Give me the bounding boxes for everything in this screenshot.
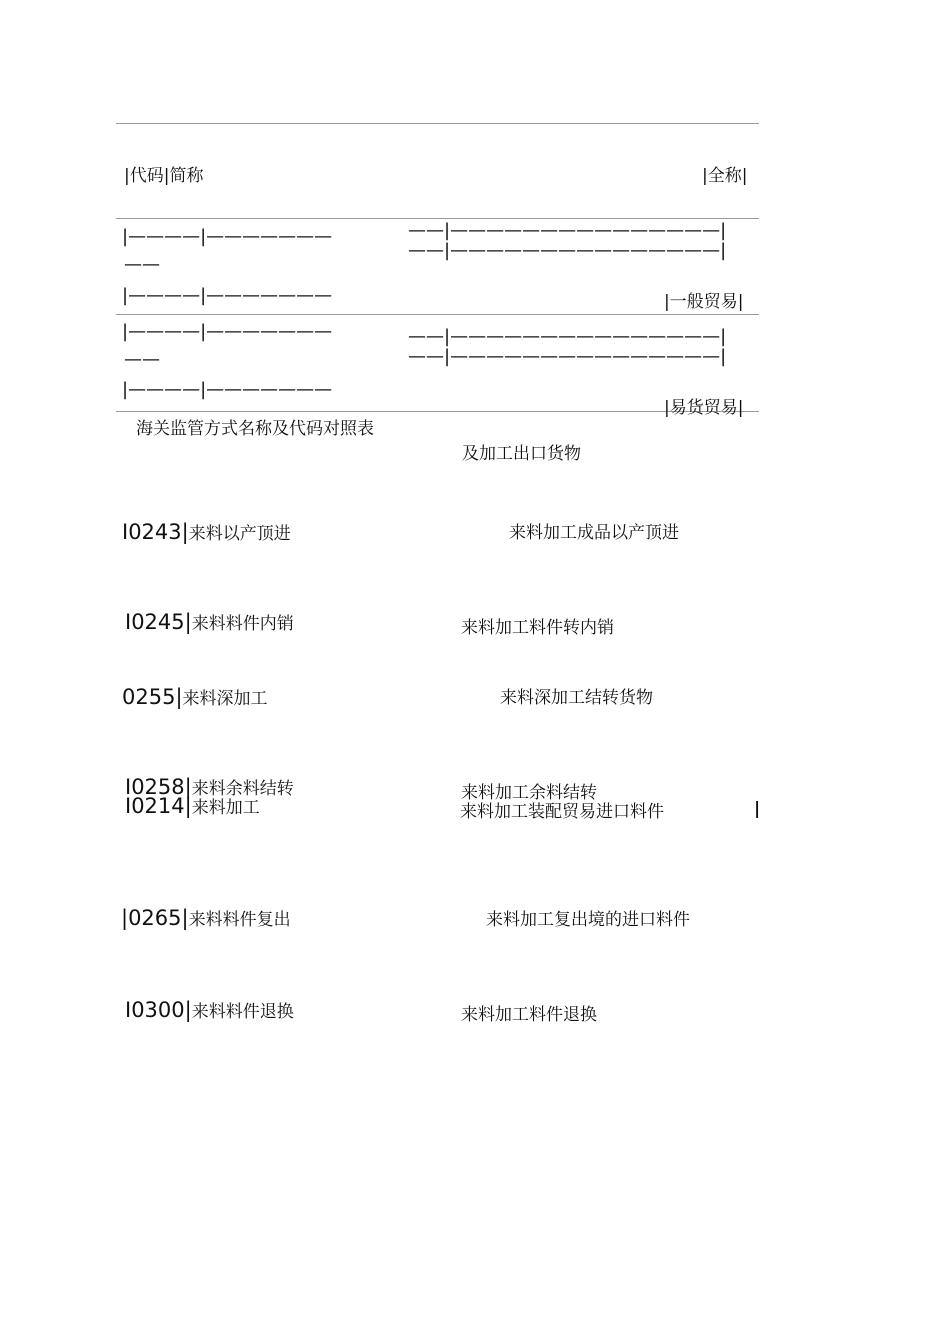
entry-short-name: 来料余料结转 <box>191 779 294 799</box>
dash-row-left: |————|——————— <box>122 285 333 306</box>
top-rule <box>116 123 759 124</box>
entry-code: I0258| <box>125 775 192 799</box>
entry-code: |0265| <box>121 906 189 930</box>
entry-short-name: 来料料件复出 <box>188 910 291 930</box>
header-rule <box>116 218 759 219</box>
section-rule-1 <box>116 314 759 315</box>
entry-row <box>122 684 268 709</box>
entry-row <box>121 905 291 930</box>
entry-code: 0255| <box>122 685 183 709</box>
dash-row-left: |————|——————— <box>122 226 333 247</box>
entry-row <box>125 997 294 1022</box>
header-code-short: |代码|简称 <box>124 166 204 186</box>
entry-short-name: 来料深加工 <box>182 689 268 709</box>
entry-code: I0245| <box>125 610 192 634</box>
entry-row <box>122 519 291 544</box>
entry-full-name: 来料加工料件转内销 <box>461 618 614 638</box>
dash-row-left: |————|——————— <box>122 379 333 400</box>
entry-full-name: 来料加工余料结转 <box>461 783 597 803</box>
entry-code: I0214| <box>125 794 192 818</box>
dash-row-right: ——|———————————————| <box>408 240 727 261</box>
entry-code: I0300| <box>125 998 192 1022</box>
dash-row-tail: —— <box>124 349 160 370</box>
table-title: 海关监管方式名称及代码对照表 <box>136 419 374 439</box>
entry-full-name: 来料加工复出境的进口料件 <box>486 910 690 930</box>
trailing-bar: | <box>754 799 761 819</box>
dash-row-right: ——|———————————————| <box>408 220 727 241</box>
dash-row-tail: —— <box>124 254 160 275</box>
type-barter-trade: |易货贸易| <box>664 398 744 418</box>
type-general-trade: |一般贸易| <box>664 292 744 312</box>
entry-code: I0243| <box>122 520 189 544</box>
entry-short-name: 来料料件内销 <box>191 614 294 634</box>
entry-short-name: 来料以产顶进 <box>188 524 291 544</box>
entry-short-name: 来料料件退换 <box>191 1002 294 1022</box>
dash-row-left: |————|——————— <box>122 321 333 342</box>
dash-row-right: ——|———————————————| <box>408 346 727 367</box>
entry-full-name: 来料加工料件退换 <box>461 1005 597 1025</box>
entry-short-name: 来料加工 <box>191 798 260 818</box>
section-rule-2 <box>116 411 759 412</box>
dash-row-right: ——|———————————————| <box>408 326 727 347</box>
entry-full-name: 来料加工装配贸易进口料件 <box>460 802 664 822</box>
entry-full-name: 来料深加工结转货物 <box>500 688 653 708</box>
entry-row <box>125 793 260 818</box>
entry-row <box>125 609 294 634</box>
continuation-text: 及加工出口货物 <box>462 444 581 464</box>
header-full-name: |全称| <box>702 166 748 186</box>
entry-full-name: 来料加工成品以产顶进 <box>509 523 679 543</box>
